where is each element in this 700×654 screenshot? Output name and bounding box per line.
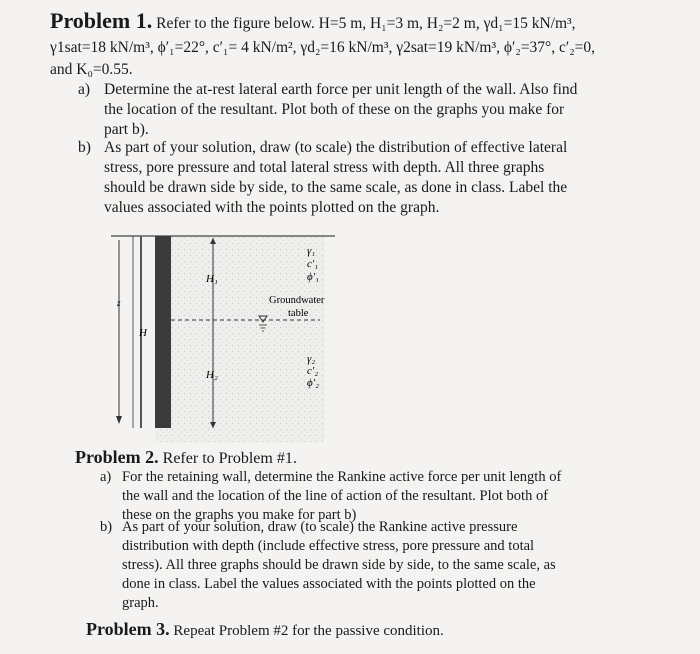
part-b-line-3: should be drawn side by side, to the same scale, as done in class. Label the — [104, 179, 568, 196]
problem2-intro: Refer to Problem #1. — [162, 450, 297, 467]
part-label: a) — [78, 81, 91, 98]
problem1-title: Problem 1. — [50, 8, 153, 33]
gamma2-label: γ₂ — [307, 353, 316, 365]
part-b-line-4: values associated with the points plotted on the graph. — [104, 199, 440, 216]
problem2-heading — [75, 447, 297, 468]
part-b-line-1: As part of your solution, draw (to scale) the distribution of effective lateral — [104, 139, 568, 156]
problem1-k0-line: and K₀=0.55. — [50, 61, 133, 78]
problem3-title: Problem 3. — [86, 619, 170, 639]
problem1-part-b — [78, 138, 678, 222]
retaining-wall-figure — [105, 230, 335, 445]
problem3-heading — [86, 619, 444, 640]
part-a-line-2: the location of the resultant. Plot both of these on the graphs you make for — [104, 101, 565, 118]
p2b-line-3: stress). All three graphs should be drawn side by side, to the same scale, as — [122, 557, 556, 573]
groundwater-label: Groundwater — [269, 295, 325, 306]
p2b-line-2: distribution with depth (include effective stress, pore pressure and total — [122, 538, 535, 554]
problem1-intro: Refer to the figure below. H=5 m, H₁=3 m, H₂=2 m, γd₁=15 kN/m³, — [156, 15, 576, 32]
c1-label: c′₁ — [307, 258, 319, 270]
problem1-params-line: γ1sat=18 kN/m³, ϕ′₁=22°, c′₁= 4 kN/m², γd₂=16 kN/m³, γ2sat=19 kN/m³, ϕ′₂=37°, c′₂=0, — [50, 39, 596, 56]
table-label: table — [288, 308, 309, 319]
p2b-line-1: As part of your solution, draw (to scale) the Rankine active pressure — [122, 519, 518, 535]
part-label: b) — [78, 139, 91, 156]
problem3-text: Repeat Problem #2 for the passive condition. — [173, 623, 444, 639]
p2a-line-1: For the retaining wall, determine the Rankine active force per unit length of — [122, 469, 562, 485]
z-label: z — [117, 298, 121, 308]
retaining-wall — [155, 236, 171, 428]
part-label: a) — [100, 469, 112, 485]
part-a-line-3: part b). — [104, 121, 149, 138]
h2-label: H₂ — [206, 369, 218, 381]
problem2-title: Problem 2. — [75, 447, 159, 467]
gamma1-label: γ₁ — [307, 245, 316, 257]
c2-label: c′₂ — [307, 365, 319, 377]
p2b-line-4: done in class. Label the values associated with the points plotted on the — [122, 576, 536, 592]
part-b-line-2: stress, pore pressure and total lateral stress with depth. All three graphs — [104, 159, 545, 176]
h1-label: H₁ — [206, 273, 218, 285]
p2b-line-5: graph. — [122, 595, 159, 611]
problem1-part-a — [78, 80, 678, 142]
problem1-heading — [50, 10, 690, 35]
p2a-line-2: the wall and the location of the line of action of the resultant. Plot both of — [122, 488, 549, 504]
phi2-label: ϕ′₂ — [307, 377, 319, 389]
h-label: H — [139, 327, 147, 339]
phi1-label: ϕ′₁ — [307, 271, 319, 283]
z-arrow-icon — [116, 416, 122, 424]
part-a-line-1: Determine the at-rest lateral earth force per unit length of the wall. Also find — [104, 81, 578, 98]
problem2-part-a — [100, 468, 660, 525]
problem2-part-b — [100, 518, 660, 613]
part-label: b) — [100, 519, 113, 535]
backfill-soil — [155, 236, 325, 442]
p2a-line-3: these on the graphs you make for part b) — [122, 507, 357, 523]
